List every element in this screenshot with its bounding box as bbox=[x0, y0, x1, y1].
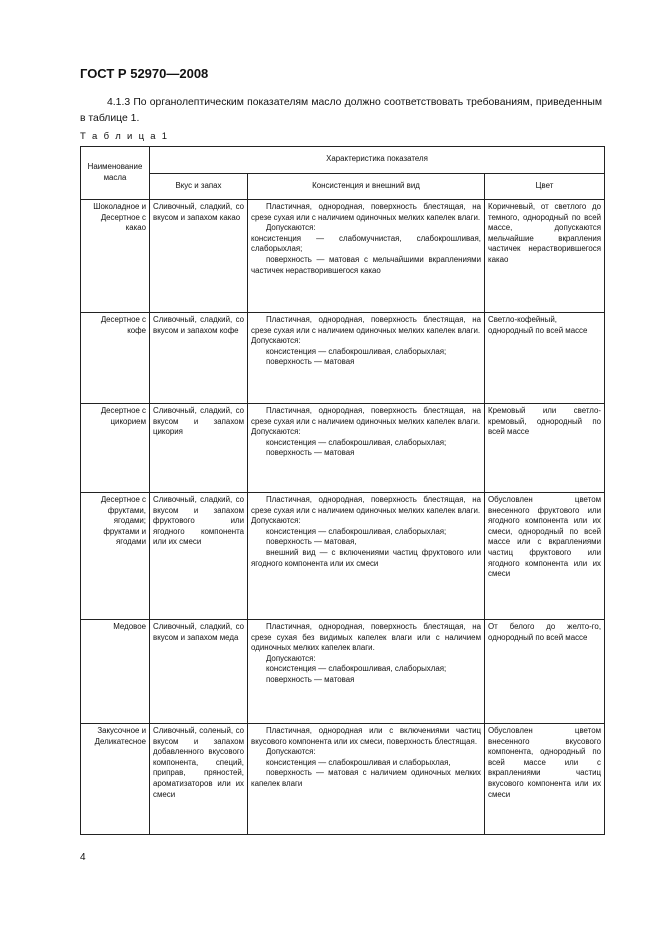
cell-taste: Сливочный, сладкий, со вкусом и запахом фруктового или ягодного компонента или их смеси bbox=[150, 493, 248, 620]
consistency-line: консистенция — слабокрошливая, слаборыхлая; bbox=[266, 526, 447, 536]
table-caption: Т а б л и ц а 1 bbox=[80, 131, 169, 142]
consistency-line: консистенция — слабокрошливая, слаборыхлая; bbox=[266, 437, 447, 447]
organoleptic-table bbox=[80, 146, 605, 835]
consistency-line: Пластичная, однородная, поверхность блестящая, на срезе сухая или с наличием одиночных мелких капелек влаги. bbox=[251, 406, 481, 426]
cell-taste: Сливочный, сладкий, со вкусом и запахом какао bbox=[150, 200, 248, 313]
cell-consistency bbox=[248, 620, 485, 724]
cell-consistency bbox=[248, 200, 485, 313]
header-name: Наименование масла bbox=[81, 147, 150, 200]
consistency-line: поверхность — матовая с мельчайшими вкраплениями частичек нерастворившегося какао bbox=[251, 254, 481, 275]
cell-consistency bbox=[248, 493, 485, 620]
consistency-line: поверхность — матовая, bbox=[266, 537, 357, 547]
header-color: Цвет bbox=[485, 173, 605, 200]
cell-name: Десертное с цикорием bbox=[81, 404, 150, 493]
cell-taste: Сливочный, сладкий, со вкусом и запахом цикория bbox=[150, 404, 248, 493]
page-number: 4 bbox=[80, 852, 86, 863]
consistency-line: Допускаются: bbox=[266, 747, 316, 757]
consistency-line: консистенция — слабокрошливая и слаборыхлая, bbox=[266, 757, 451, 767]
consistency-line: Пластичная, однородная, поверхность блестящая, на срезе сухая или с наличием одиночных мелких капелек влаги. bbox=[251, 202, 481, 222]
header-group: Характеристика показателя bbox=[150, 147, 605, 174]
standard-header: ГОСТ Р 52970—2008 bbox=[80, 66, 209, 81]
consistency-line: консистенция — слабокрошливая, слаборыхлая; bbox=[266, 664, 447, 674]
consistency-line: поверхность — матовая bbox=[266, 357, 355, 367]
table-row bbox=[81, 404, 605, 493]
consistency-line: консистенция — слабокрошливая, слаборыхлая; bbox=[266, 346, 447, 356]
intro-paragraph: 4.1.3 По органолептическим показателям масло должно соответствовать требованиям, приведенным в таблице 1. bbox=[80, 97, 602, 124]
consistency-line: поверхность — матовая bbox=[266, 448, 355, 458]
cell-taste: Сливочный, сладкий, со вкусом и запахом меда bbox=[150, 620, 248, 724]
table-body bbox=[81, 200, 605, 835]
cell-taste: Сливочный, соленый, со вкусом и запахом добавленного вкусового компонента, специй, приправ, пряностей, ароматизаторов или их смеси bbox=[150, 724, 248, 835]
cell-color: Кремовый или светло-кремовый, однородный по всей массе bbox=[485, 404, 605, 493]
consistency-line: Пластичная, однородная, поверхность блестящая, на срезе сухая или с наличием одиночных мелких капелек влаги. bbox=[251, 315, 481, 335]
consistency-line: поверхность — матовая bbox=[266, 674, 355, 684]
table-row bbox=[81, 313, 605, 404]
consistency-line: Допускаются: bbox=[251, 336, 301, 346]
consistency-line: Пластичная, однородная, поверхность блестящая, на срезе сухая или с наличием одиночных мелких капелек влаги. bbox=[251, 495, 481, 515]
consistency-line: Допускаются: bbox=[251, 427, 301, 437]
consistency-line: внешний вид — с включениями частиц фруктового или ягодного компонента или их смеси bbox=[251, 547, 481, 568]
table-row bbox=[81, 620, 605, 724]
cell-consistency bbox=[248, 313, 485, 404]
consistency-line: Допускаются: bbox=[251, 516, 301, 526]
cell-name: Шоколадное и Десертное с какао bbox=[81, 200, 150, 313]
cell-color: От белого до желто-го, однородный по всей массе bbox=[485, 620, 605, 724]
cell-name: Десертное с кофе bbox=[81, 313, 150, 404]
table-row bbox=[81, 724, 605, 835]
cell-color: Светло-кофейный, однородный по всей массе bbox=[485, 313, 605, 404]
header-taste: Вкус и запах bbox=[150, 173, 248, 200]
header-consistency: Консистенция и внешний вид bbox=[248, 173, 485, 200]
cell-name: Закусочное и Деликатесное bbox=[81, 724, 150, 835]
cell-color: Обусловлен цветом внесенного фруктового или ягодного компонента или их смеси, однородный по всей массе или с вкраплениями частиц фруктового или ягодного компонента или их смеси bbox=[485, 493, 605, 620]
consistency-line: Допускаются: bbox=[266, 653, 316, 663]
consistency-line: Пластичная, однородная или с включениями частиц вкусового компонента или их смеси, поверхность блестящая. bbox=[251, 726, 481, 746]
table-row bbox=[81, 200, 605, 313]
consistency-line: консистенция — слабомучнистая, слабокрошливая, слаборыхлая; bbox=[251, 233, 481, 254]
cell-taste: Сливочный, сладкий, со вкусом и запахом кофе bbox=[150, 313, 248, 404]
cell-color: Коричневый, от светлого до темного, однородный по всей массе, допускаются мельчайшие вкрапления частичек нерастворившегося какао bbox=[485, 200, 605, 313]
cell-name: Медовое bbox=[81, 620, 150, 724]
cell-consistency bbox=[248, 724, 485, 835]
table-row bbox=[81, 493, 605, 620]
consistency-line: поверхность — матовая с наличием одиночных мелких капелек влаги bbox=[251, 768, 481, 788]
cell-name: Десертное с фруктами, ягодами; фруктами и ягодами bbox=[81, 493, 150, 620]
consistency-line: Пластичная, однородная, поверхность блестящая, на срезе сухая без видимых капелек влаги или с наличием одиночных мелких капелек влаги. bbox=[251, 622, 481, 653]
cell-consistency bbox=[248, 404, 485, 493]
cell-color: Обусловлен цветом внесенного вкусового компонента, однородный по всей массе или с вкраплениями частиц вкусового компонента или их смеси bbox=[485, 724, 605, 835]
consistency-line: Допускаются: bbox=[266, 223, 316, 233]
